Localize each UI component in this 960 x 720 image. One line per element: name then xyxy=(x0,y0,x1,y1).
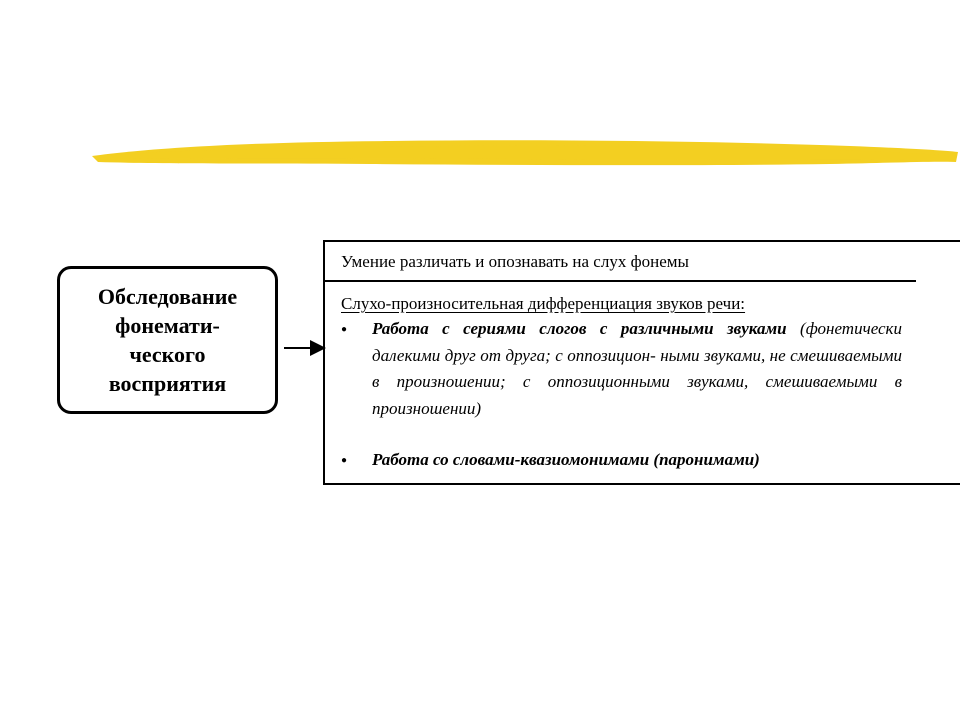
title-line: ческого xyxy=(129,342,206,367)
yellow-brush-stroke xyxy=(90,128,960,178)
list-item xyxy=(372,316,902,422)
row-phoneme-recognition xyxy=(325,242,916,282)
item-line: произношении) xyxy=(372,398,482,418)
bullet-icon: ● xyxy=(341,324,348,335)
item-line: оппозиционными звуками, смешиваемыми в xyxy=(547,372,903,391)
item-line: (фонетически далекими друг от друга; с оппозицион- xyxy=(372,319,903,365)
examination-title xyxy=(98,282,237,398)
title-line: фонемати- xyxy=(115,313,220,338)
item-bold-text: Работа с сериями слогов с различными звуками xyxy=(372,319,787,338)
row1-text: Умение различать и опознавать на слух фонемы xyxy=(341,252,689,271)
title-line: восприятия xyxy=(108,371,227,396)
skills-panel xyxy=(323,240,960,485)
row2-heading: Слухо-произносительная дифференциация звуков речи: xyxy=(341,294,746,313)
item-line: ными звуками, не смешиваемыми в произношении; с xyxy=(372,345,903,391)
list-item: Работа со словами-квазиомонимами (паронимами) xyxy=(372,450,760,469)
title-line: Обследование xyxy=(97,284,238,309)
connector-arrow xyxy=(284,336,328,360)
bullet-icon: ● xyxy=(341,455,348,466)
examination-box xyxy=(57,266,278,414)
